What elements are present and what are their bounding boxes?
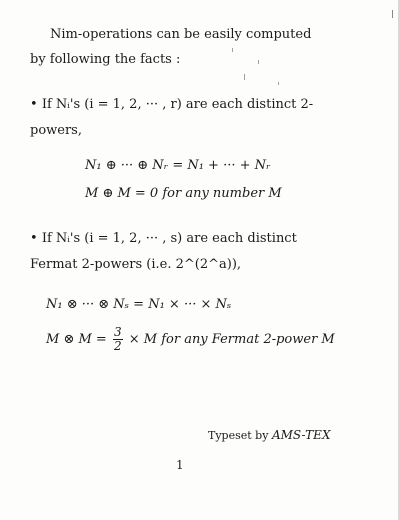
scan-speck [244, 74, 245, 80]
typeset-credit [208, 428, 330, 442]
self-product-right: × M for any Fermat 2-power M [128, 332, 335, 347]
amstex-logo: AMS-TEX [271, 428, 331, 442]
page-number: 1 [176, 458, 184, 472]
fraction-denominator: 2 [113, 339, 122, 353]
fraction-numerator: 3 [113, 325, 122, 339]
typeset-label: Typeset by [208, 429, 269, 442]
addition-text: If Nᵢ's (i = 1, 2, ··· , r) are each distinct 2-powers, [30, 97, 314, 138]
multiplication-text: If Nᵢ's (i = 1, 2, ··· , s) are each distinct Fermat 2-powers (i.e. 2^(2^a)), [30, 231, 297, 272]
bullet-symbol: • [30, 97, 38, 112]
nim-product-formula: N₁ ⊗ ··· ⊗ Nₛ = N₁ × ··· × Nₛ [46, 297, 232, 312]
three-halves-fraction [113, 326, 123, 353]
nim-self-sum-formula: M ⊕ M = 0 for any number M [85, 186, 282, 201]
nim-sum-formula: N₁ ⊕ ··· ⊕ Nᵣ = N₁ + ··· + Nᵣ [85, 158, 271, 173]
scan-speck [258, 60, 259, 64]
scan-speck [392, 10, 393, 18]
nim-self-product-formula [46, 326, 335, 353]
self-product-left: M ⊗ M = [46, 332, 107, 347]
bullet-symbol: • [30, 231, 38, 246]
addition-bullet [30, 92, 330, 144]
multiplication-bullet [30, 226, 330, 278]
scan-speck [232, 48, 233, 52]
intro-paragraph: Nim-operations can be easily computed by following the facts : [30, 27, 312, 67]
scan-speck [278, 82, 279, 85]
